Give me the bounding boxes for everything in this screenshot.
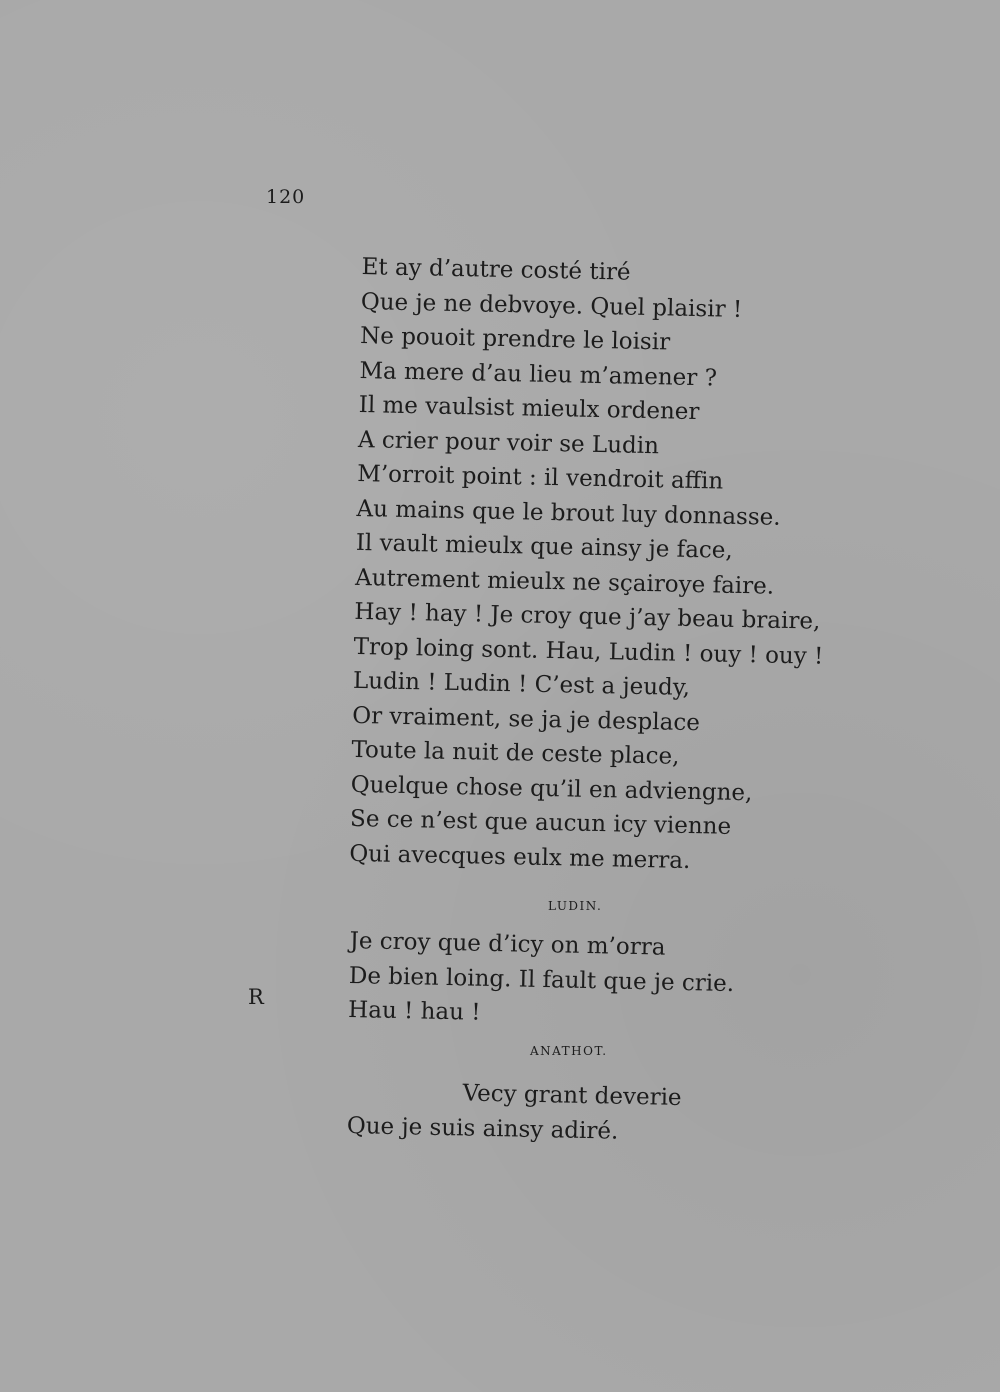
verse-line: Toute la nuit de ceste place,	[351, 736, 680, 770]
verse-line: A crier pour voir se Ludin	[357, 426, 660, 459]
verse-block-3	[347, 1074, 682, 1150]
verse-line: Qui avecques eulx me merra.	[349, 840, 691, 874]
verse-line: Ne pouoit prendre le loisir	[359, 322, 671, 356]
verse-line: Hay ! hay ! Je croy que j’ay beau braire,	[354, 598, 821, 635]
verse-line: Que je suis ainsy adiré.	[346, 1112, 619, 1145]
verse-line: Il me vaulsist mieulx ordener	[358, 391, 700, 426]
verse-line: Que je ne debvoye. Quel plaisir !	[360, 288, 743, 323]
verse-line: Et ay d’autre costé tiré	[361, 253, 631, 286]
verse-line: Or vraiment, se ja je desplace	[351, 702, 701, 736]
verse-line: Se ce n’est que aucun icy vienne	[349, 805, 732, 840]
verse-block-1	[349, 250, 832, 881]
verse-line: De bien loing. Il fault que je crie.	[348, 962, 735, 997]
verse-line: Ma mere d’au lieu m’amener ?	[359, 357, 718, 391]
margin-mark: R	[248, 985, 264, 1009]
verse-line: Ludin ! Ludin ! C’est a jeudy,	[352, 667, 691, 701]
verse-line: Vecy grant deverie	[462, 1080, 682, 1111]
verse-line: Hau ! hau !	[347, 996, 481, 1026]
verse-line: Au mains que le brout luy donnasse.	[356, 495, 781, 531]
verse-line: Il vault mieulx que ainsy je face,	[355, 529, 734, 564]
verse-line: Quelque chose qu’il en adviengne,	[350, 771, 753, 806]
speaker-name-ludin: LUDIN.	[548, 899, 603, 913]
verse-line: Autrement mieulx ne sçairoye faire.	[354, 564, 775, 600]
verse-line: Trop loing sont. Hau, Ludin ! ouy ! ouy !	[353, 633, 824, 670]
verse-line: M’orroit point : il vendroit affin	[357, 460, 724, 495]
speaker-name-anathot: ANATHOT.	[530, 1044, 608, 1058]
verse-line: Je croy que d’icy on m’orra	[349, 927, 666, 961]
verse-block-2	[348, 924, 735, 1036]
page-number: 120	[266, 186, 306, 208]
